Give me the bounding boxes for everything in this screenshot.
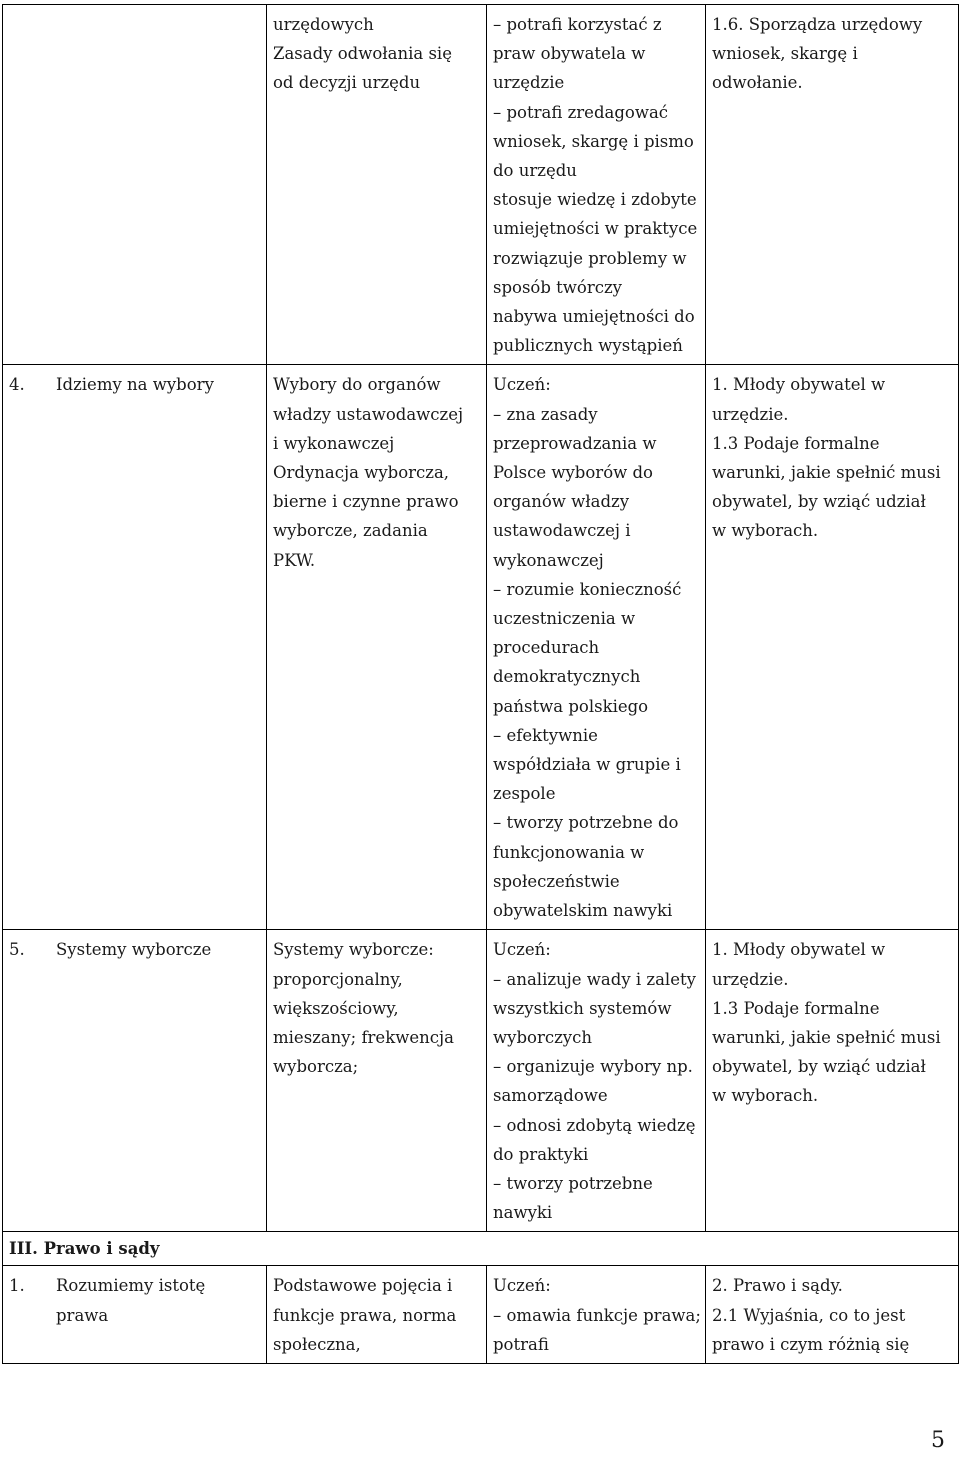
outcome-line: wszystkich systemów	[493, 998, 672, 1018]
requirement-line: 1. Młody obywatel w	[712, 940, 886, 960]
lesson-title-text: prawa	[56, 1305, 109, 1325]
outcome-line: demokratycznych	[493, 667, 641, 687]
content-cell	[267, 930, 487, 1232]
requirement-cell	[706, 1266, 959, 1364]
outcome-line: Uczeń:	[493, 375, 551, 395]
outcome-line: urzędzie	[493, 73, 565, 93]
outcome-line: – potrafi zredagować	[493, 102, 669, 122]
outcome-line: stosuje wiedzę i zdobyte	[493, 190, 697, 210]
content-line: Zasady odwołania się	[273, 44, 452, 64]
topic-cell	[3, 1266, 267, 1364]
lesson-title-text: Idziemy na wybory	[56, 375, 214, 395]
outcome-line: – omawia funkcje prawa;	[493, 1305, 701, 1325]
lesson-title	[9, 935, 260, 964]
table-row	[3, 930, 959, 1232]
requirement-line: urzędzie.	[712, 969, 789, 989]
lesson-number: 4.	[9, 375, 25, 395]
requirement-line: 2. Prawo i sądy.	[712, 1276, 843, 1296]
requirement-line: w wyborach.	[712, 1086, 819, 1106]
requirement-line: urzędzie.	[712, 404, 789, 424]
requirement-line: 1.6. Sporządza urzędowy	[712, 15, 923, 34]
content-cell	[267, 365, 487, 930]
lesson-number: 1.	[9, 1276, 25, 1296]
content-line: bierne i czynne prawo	[273, 492, 459, 512]
outcome-line: społeczeństwie	[493, 871, 620, 891]
content-line: wyborcza;	[273, 1057, 359, 1077]
requirement-line: wniosek, skargę i	[712, 44, 858, 64]
table-row	[3, 365, 959, 930]
content-line: PKW.	[273, 550, 316, 570]
outcome-line: – analizuje wady i zalety	[493, 969, 696, 989]
topic-cell	[3, 930, 267, 1232]
requirement-cell	[706, 5, 959, 365]
outcome-line: Uczeń:	[493, 940, 551, 960]
requirement-line: warunki, jakie spełnić musi	[712, 463, 941, 483]
outcome-line: umiejętności w praktyce	[493, 219, 698, 239]
outcome-line: – zna zasady	[493, 404, 598, 424]
content-line: Ordynacja wyborcza,	[273, 463, 450, 483]
topic-cell	[3, 5, 267, 365]
table-row	[3, 1266, 959, 1364]
outcome-line: – organizuje wybory np.	[493, 1057, 693, 1077]
outcome-line: potrafi	[493, 1334, 549, 1354]
content-line: i wykonawczej	[273, 433, 395, 453]
outcome-line: Uczeń:	[493, 1276, 551, 1296]
outcome-line: – tworzy potrzebne	[493, 1173, 653, 1193]
content-line: urzędowych	[273, 15, 374, 34]
outcome-line: do urzędu	[493, 161, 577, 181]
outcome-line: przeprowadzania w	[493, 433, 657, 453]
outcome-line: samorządowe	[493, 1086, 608, 1106]
topic-cell	[3, 365, 267, 930]
content-line: mieszany; frekwencja	[273, 1027, 454, 1047]
content-cell	[267, 1266, 487, 1364]
section-header-row	[3, 1232, 959, 1266]
content-line: większościowy,	[273, 998, 399, 1018]
outcome-line: rozwiązuje problemy w	[493, 248, 687, 268]
outcome-cell	[487, 5, 706, 365]
outcome-line: Polsce wyborów do	[493, 463, 653, 483]
outcome-line: państwa polskiego	[493, 696, 649, 716]
outcome-line: obywatelskim nawyki	[493, 901, 673, 921]
lesson-title-text: Systemy wyborcze	[56, 940, 212, 960]
outcome-line: współdziała w grupie i	[493, 755, 681, 775]
outcome-line: ustawodawczej i	[493, 521, 631, 541]
content-line: Wybory do organów	[273, 375, 441, 395]
requirement-line: prawo i czym różnią się	[712, 1334, 910, 1354]
lesson-number: 5.	[9, 940, 25, 960]
content-line: społeczna,	[273, 1334, 361, 1354]
outcome-line: procedurach	[493, 638, 600, 658]
outcome-cell	[487, 930, 706, 1232]
requirement-line: w wyborach.	[712, 521, 819, 541]
requirement-line: 1. Młody obywatel w	[712, 375, 886, 395]
outcome-line: funkcjonowania w	[493, 842, 645, 862]
outcome-line: – efektywnie	[493, 725, 598, 745]
outcome-line: wyborczych	[493, 1027, 592, 1047]
outcome-line: – potrafi korzystać z	[493, 15, 662, 34]
content-line: wyborcze, zadania	[273, 521, 428, 541]
requirement-line: 1.3 Podaje formalne	[712, 433, 880, 453]
outcome-line: – odnosi zdobytą wiedzę	[493, 1115, 696, 1135]
outcome-line: zespole	[493, 784, 556, 804]
requirement-cell	[706, 930, 959, 1232]
outcome-line: organów władzy	[493, 492, 630, 512]
content-line: Podstawowe pojęcia i	[273, 1276, 453, 1296]
lesson-title	[9, 370, 260, 399]
content-line: proporcjonalny,	[273, 969, 403, 989]
content-line: władzy ustawodawczej	[273, 404, 464, 424]
outcome-line: nawyki	[493, 1203, 553, 1223]
lesson-title	[9, 1271, 260, 1300]
outcome-line: publicznych wystąpień	[493, 336, 683, 356]
requirement-line: 2.1 Wyjaśnia, co to jest	[712, 1305, 906, 1325]
outcome-cell	[487, 1266, 706, 1364]
lesson-title-text: Rozumiemy istotę	[56, 1276, 206, 1296]
outcome-line: praw obywatela w	[493, 44, 646, 64]
outcome-line: wniosek, skargę i pismo	[493, 131, 694, 151]
content-line: Systemy wyborcze:	[273, 940, 434, 960]
requirement-line: odwołanie.	[712, 73, 803, 93]
outcome-line: nabywa umiejętności do	[493, 307, 695, 327]
outcome-line: – rozumie konieczność	[493, 579, 682, 599]
outcome-cell	[487, 365, 706, 930]
requirement-line: 1.3 Podaje formalne	[712, 998, 880, 1018]
curriculum-table	[2, 4, 959, 1364]
section-title: III. Prawo i sądy	[3, 1232, 959, 1266]
outcome-line: uczestniczenia w	[493, 609, 636, 629]
content-line: od decyzji urzędu	[273, 73, 421, 93]
requirement-cell	[706, 365, 959, 930]
page-number: 5	[931, 1428, 945, 1453]
outcome-line: sposób twórczy	[493, 277, 623, 297]
outcome-line: – tworzy potrzebne do	[493, 813, 679, 833]
requirement-line: obywatel, by wziąć udział	[712, 1057, 926, 1077]
outcome-line: wykonawczej	[493, 550, 604, 570]
content-line: funkcje prawa, norma	[273, 1305, 457, 1325]
table-row	[3, 5, 959, 365]
outcome-line: do praktyki	[493, 1144, 589, 1164]
content-cell	[267, 5, 487, 365]
requirement-line: obywatel, by wziąć udział	[712, 492, 926, 512]
requirement-line: warunki, jakie spełnić musi	[712, 1027, 941, 1047]
